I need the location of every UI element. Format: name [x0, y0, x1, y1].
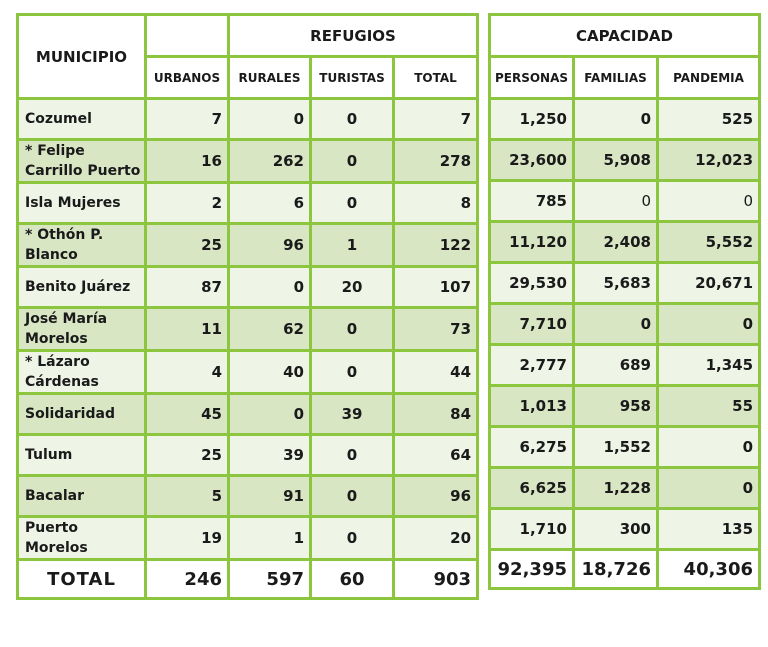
urbanos-cell: 11	[146, 308, 229, 351]
table-row	[18, 267, 478, 308]
familias-cell: 300	[574, 509, 658, 550]
capacidad-total-row	[490, 550, 760, 589]
total-cell: 7	[394, 99, 478, 140]
rurales-cell: 40	[229, 351, 311, 394]
personas-cell: 23,600	[490, 140, 574, 181]
rurales-cell: 0	[229, 267, 311, 308]
municipio-cell: Cozumel	[18, 99, 146, 140]
turistas-cell: 0	[311, 140, 394, 183]
urbanos-cell: 45	[146, 394, 229, 435]
total-total: 903	[394, 560, 478, 599]
municipio-cell: Isla Mujeres	[18, 183, 146, 224]
urbanos-cell: 4	[146, 351, 229, 394]
refugios-body	[18, 99, 478, 560]
municipio-cell: * Felipe Carrillo Puerto	[18, 140, 146, 183]
familias-cell: 1,552	[574, 427, 658, 468]
table-row	[490, 304, 760, 345]
turistas-cell: 0	[311, 435, 394, 476]
table-row	[490, 140, 760, 181]
capacidad-body	[490, 99, 760, 550]
turistas-cell: 20	[311, 267, 394, 308]
personas-cell: 6,625	[490, 468, 574, 509]
table-row	[490, 427, 760, 468]
table-row	[18, 435, 478, 476]
pandemia-cell: 135	[658, 509, 760, 550]
table-row	[18, 476, 478, 517]
municipio-cell: Benito Juárez	[18, 267, 146, 308]
personas-cell: 2,777	[490, 345, 574, 386]
total-cell: 96	[394, 476, 478, 517]
pandemia-cell: 0	[658, 181, 760, 222]
table-row	[18, 224, 478, 267]
table-row	[490, 509, 760, 550]
total-cell: 64	[394, 435, 478, 476]
urbanos-cell: 19	[146, 517, 229, 560]
total-urbanos: 246	[146, 560, 229, 599]
personas-cell: 1,710	[490, 509, 574, 550]
municipio-cell: Solidaridad	[18, 394, 146, 435]
table-row	[490, 468, 760, 509]
total-cell: 107	[394, 267, 478, 308]
total-cell: 8	[394, 183, 478, 224]
capacidad-header: CAPACIDAD	[490, 15, 760, 57]
urbanos-cell: 2	[146, 183, 229, 224]
familias-cell: 0	[574, 99, 658, 140]
total-cell: 44	[394, 351, 478, 394]
familias-cell: 0	[574, 304, 658, 345]
urbanos-cell: 5	[146, 476, 229, 517]
rurales-cell: 96	[229, 224, 311, 267]
table-row	[490, 263, 760, 304]
pandemia-cell: 0	[658, 304, 760, 345]
table-row	[18, 351, 478, 394]
municipio-cell: * Lázaro Cárdenas	[18, 351, 146, 394]
total-header: TOTAL	[394, 57, 478, 99]
total-label: TOTAL	[18, 560, 146, 599]
turistas-cell: 0	[311, 476, 394, 517]
table-row	[490, 222, 760, 263]
total-cell: 73	[394, 308, 478, 351]
familias-cell: 5,683	[574, 263, 658, 304]
total-pandemia: 40,306	[658, 550, 760, 589]
municipio-cell: * Othón P. Blanco	[18, 224, 146, 267]
empty-header-cell	[146, 15, 229, 57]
table-row	[490, 99, 760, 140]
turistas-cell: 39	[311, 394, 394, 435]
familias-header: FAMILIAS	[574, 57, 658, 99]
familias-cell: 5,908	[574, 140, 658, 181]
capacidad-table	[488, 13, 761, 590]
urbanos-cell: 87	[146, 267, 229, 308]
refugios-header: REFUGIOS	[229, 15, 478, 57]
turistas-cell: 0	[311, 517, 394, 560]
pandemia-cell: 525	[658, 99, 760, 140]
turistas-cell: 0	[311, 351, 394, 394]
rurales-cell: 39	[229, 435, 311, 476]
pandemia-cell: 20,671	[658, 263, 760, 304]
familias-cell: 1,228	[574, 468, 658, 509]
table-row	[18, 394, 478, 435]
municipio-cell: Tulum	[18, 435, 146, 476]
familias-cell: 2,408	[574, 222, 658, 263]
rurales-cell: 0	[229, 394, 311, 435]
municipio-cell: Puerto Morelos	[18, 517, 146, 560]
table-row	[18, 183, 478, 224]
familias-cell: 689	[574, 345, 658, 386]
refugios-total-row	[18, 560, 478, 599]
table-row	[490, 181, 760, 222]
personas-cell: 29,530	[490, 263, 574, 304]
table-row	[18, 99, 478, 140]
pandemia-cell: 0	[658, 427, 760, 468]
table-row	[18, 308, 478, 351]
municipio-header: MUNICIPIO	[18, 15, 146, 99]
rurales-header: RURALES	[229, 57, 311, 99]
urbanos-cell: 25	[146, 435, 229, 476]
total-cell: 122	[394, 224, 478, 267]
pandemia-cell: 5,552	[658, 222, 760, 263]
personas-cell: 6,275	[490, 427, 574, 468]
rurales-cell: 62	[229, 308, 311, 351]
urbanos-cell: 16	[146, 140, 229, 183]
pandemia-cell: 55	[658, 386, 760, 427]
table-row	[490, 386, 760, 427]
pandemia-cell: 0	[658, 468, 760, 509]
urbanos-cell: 7	[146, 99, 229, 140]
personas-cell: 7,710	[490, 304, 574, 345]
turistas-cell: 0	[311, 183, 394, 224]
personas-header: PERSONAS	[490, 57, 574, 99]
total-personas: 92,395	[490, 550, 574, 589]
pandemia-cell: 1,345	[658, 345, 760, 386]
total-cell: 84	[394, 394, 478, 435]
total-turistas: 60	[311, 560, 394, 599]
personas-cell: 1,250	[490, 99, 574, 140]
turistas-header: TURISTAS	[311, 57, 394, 99]
rurales-cell: 0	[229, 99, 311, 140]
pandemia-cell: 12,023	[658, 140, 760, 181]
familias-cell: 0	[574, 181, 658, 222]
turistas-cell: 0	[311, 308, 394, 351]
pandemia-header: PANDEMIA	[658, 57, 760, 99]
urbanos-header: URBANOS	[146, 57, 229, 99]
rurales-cell: 91	[229, 476, 311, 517]
refugios-table	[16, 13, 479, 600]
table-row	[18, 140, 478, 183]
total-cell: 278	[394, 140, 478, 183]
rurales-cell: 262	[229, 140, 311, 183]
table-row	[490, 345, 760, 386]
turistas-cell: 0	[311, 99, 394, 140]
total-familias: 18,726	[574, 550, 658, 589]
personas-cell: 11,120	[490, 222, 574, 263]
municipio-cell: José María Morelos	[18, 308, 146, 351]
total-rurales: 597	[229, 560, 311, 599]
turistas-cell: 1	[311, 224, 394, 267]
municipio-cell: Bacalar	[18, 476, 146, 517]
personas-cell: 785	[490, 181, 574, 222]
total-cell: 20	[394, 517, 478, 560]
rurales-cell: 6	[229, 183, 311, 224]
table-row	[18, 517, 478, 560]
urbanos-cell: 25	[146, 224, 229, 267]
rurales-cell: 1	[229, 517, 311, 560]
personas-cell: 1,013	[490, 386, 574, 427]
familias-cell: 958	[574, 386, 658, 427]
